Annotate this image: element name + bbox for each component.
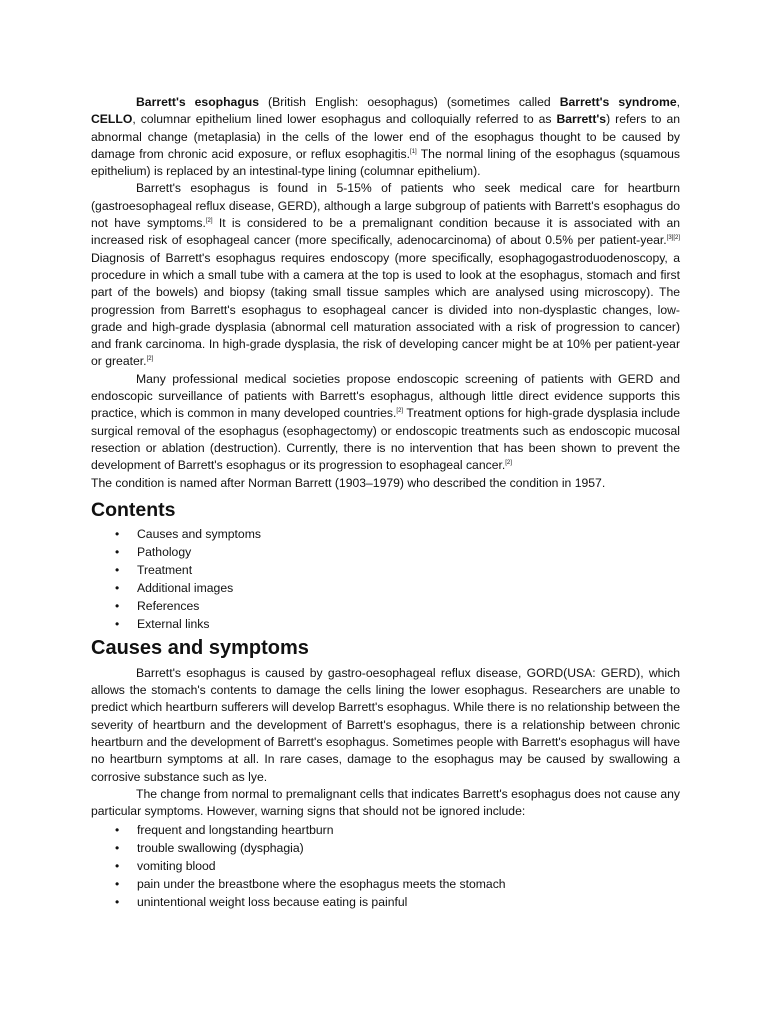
- text-span: ) refers to an abnormal change (metaplasia) in the cells of the lower end of the esophagus thought to be caused by damage from chronic acid exposure, or reflux esophagitis.: [91, 112, 680, 161]
- text-span: Barrett's esophagus is found in 5-15% of patients who seek medical care for heartburn (gastroesophageal reflux disease, GERD), although a large subgroup of patients with Barrett's esophagus do not have symptoms.: [91, 181, 680, 231]
- causes-heading: Causes and symptoms: [91, 636, 309, 659]
- warning-signs-list: [91, 821, 680, 911]
- contents-heading: Contents: [91, 498, 176, 521]
- text-span: It is considered to be a premalignant condition because it is associated with an increased risk of esophageal cancer (more specifically, adenocarcinoma) of about 0.5% per patient-year.: [91, 216, 681, 248]
- reference-marker[interactable]: [2]: [205, 218, 213, 225]
- contents-list: [91, 525, 680, 633]
- reference-marker[interactable]: [2]: [146, 356, 154, 363]
- contents-item[interactable]: • External links: [91, 615, 680, 633]
- reference-marker[interactable]: [2]: [505, 460, 512, 467]
- text-span: Treatment options for high-grade dysplasia include surgical removal of the esophagus (esophagectomy) or endoscopic treatments such as endoscopic mucosal resection or ablation (destruction). Currently, there is no intervention that has been shown to prevent the development of Barrett's esophagus or its progression to esophageal cancer.: [91, 406, 680, 473]
- text-span: ,: [676, 95, 680, 109]
- list-item: • frequent and longstanding heartburn: [91, 821, 680, 839]
- term-barretts: Barrett's: [556, 112, 607, 127]
- reference-marker[interactable]: [1]: [410, 148, 417, 155]
- list-item: • trouble swallowing (dysphagia): [91, 839, 680, 857]
- contents-item[interactable]: • References: [91, 597, 680, 615]
- intro-paragraph-3: [91, 371, 680, 475]
- text-span: (British English: oesophagus) (sometimes called: [259, 95, 560, 109]
- text-span: Many professional medical societies propose endoscopic screening of patients with GERD and endoscopic surveillance of patients with Barrett's esophagus, although little direct evidence supports this practice, which is common in many developed countries.: [91, 371, 680, 421]
- text-span: , columnar epithelium lined lower esophagus and colloquially referred to as: [132, 112, 557, 127]
- contents-item[interactable]: • Causes and symptoms: [91, 525, 680, 543]
- text-span: Diagnosis of Barrett's esophagus requires endoscopy (more specifically, esophagogastroduodenoscopy, a procedure in which a small tube with a camera at the top is used to look at the esophagus, stomach and first part of the bowels) and biopsy (taking small tissue samples which are analysed using microscopy). The progression from Barrett's esophagus to esophageal cancer is divided into non-dysplastic changes, low-grade and high-grade dysplasia (abnormal cell maturation associated with a risk of progression to cancer) and frank carcinoma. In high-grade dysplasia, the risk of developing cancer might be at 10% per patient-year or greater.: [91, 250, 680, 369]
- intro-paragraph-2: [91, 180, 680, 370]
- term-cello: CELLO: [91, 112, 133, 127]
- contents-item[interactable]: • Pathology: [91, 543, 680, 561]
- intro-paragraph-1: [91, 94, 680, 180]
- causes-paragraph-2: The change from normal to premalignant cells that indicates Barrett's esophagus does not cause any particular symptoms. However, warning signs that should not be ignored include:: [91, 786, 680, 819]
- list-item: • unintentional weight loss because eating is painful: [91, 893, 680, 911]
- contents-item[interactable]: • Additional images: [91, 579, 680, 597]
- term-barretts-syndrome: Barrett's syndrome: [559, 95, 677, 109]
- contents-item[interactable]: • Treatment: [91, 561, 680, 579]
- causes-paragraph-1: Barrett's esophagus is caused by gastro-oesophageal reflux disease, GORD(USA: GERD), which allows the stomach's contents to damage the cells lining the lower esophagus. Researchers are unable to predict which heartburn sufferers will develop Barrett's esophagus. While there is no relationship between the severity of heartburn and the development of Barrett's esophagus, there is a relationship between chronic heartburn and the development of Barrett's esophagus. Sometimes people with Barrett's esophagus will have no heartburn symptoms at all. In rare cases, damage to the esophagus may be caused by swallowing a corrosive substance such as lye.: [91, 665, 680, 784]
- term-barretts-esophagus: Barrett's esophagus: [136, 95, 259, 109]
- intro-paragraph-4: The condition is named after Norman Barrett (1903–1979) who described the condition in 1957.: [91, 475, 606, 490]
- text-span: The normal lining of the esophagus (squamous epithelium) is replaced by an intestinal-type lining (columnar epithelium).: [91, 146, 680, 179]
- reference-marker[interactable]: [2]: [396, 408, 404, 415]
- reference-marker[interactable]: [3][2]: [666, 235, 680, 242]
- list-item: • vomiting blood: [91, 857, 680, 875]
- list-item: • pain under the breastbone where the esophagus meets the stomach: [91, 875, 680, 893]
